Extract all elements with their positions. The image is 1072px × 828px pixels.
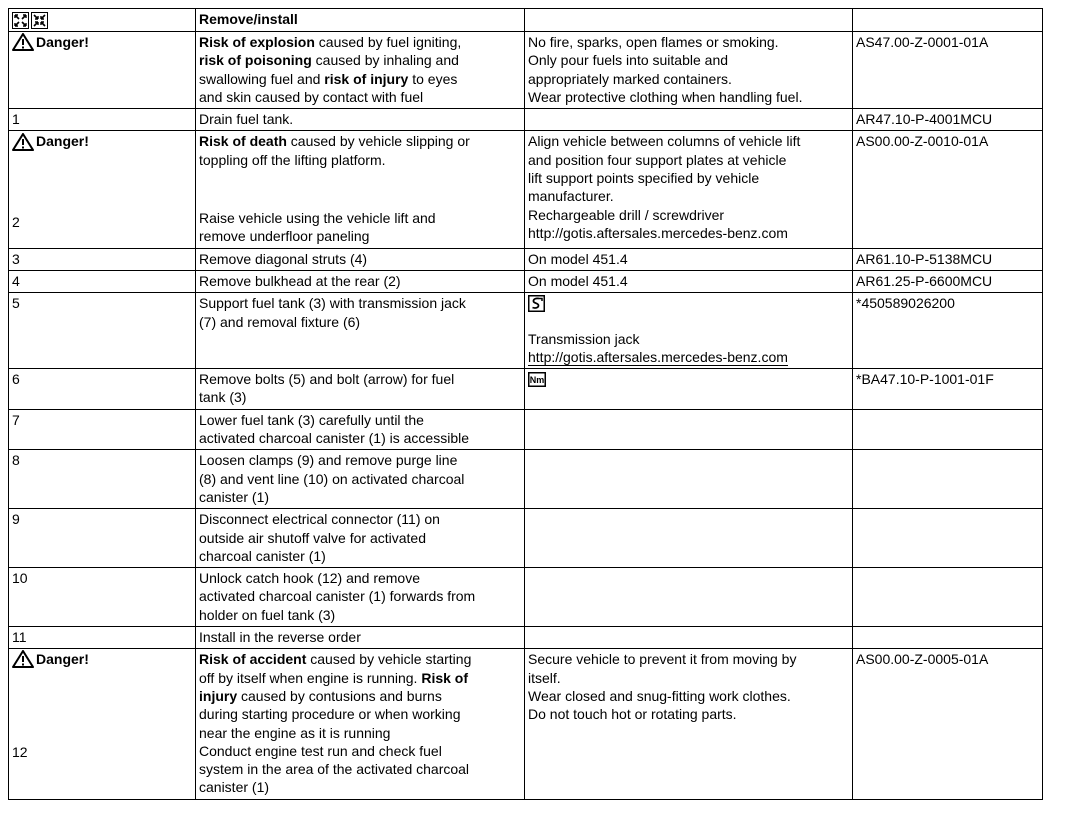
step-number: 11	[9, 627, 196, 649]
danger-risk-term: risk of injury	[324, 70, 409, 87]
step-number: 3	[9, 248, 196, 270]
torque-icon	[528, 372, 546, 387]
step-number: 5	[9, 293, 196, 369]
danger-badge	[12, 33, 89, 51]
danger-risk-term: risk of poisoning	[199, 52, 312, 69]
danger-text: and skin caused by contact with fuel	[199, 88, 424, 105]
procedure-table	[8, 8, 1043, 800]
danger-reference: AS00.00-Z-0010-01A	[853, 131, 1043, 248]
step-reference: AR61.25-P-6600MCU	[853, 270, 1043, 292]
danger-risk-term: Risk of explosion	[199, 34, 315, 50]
danger-text: caused by inhaling and	[311, 52, 459, 69]
table-header-row	[9, 9, 1043, 32]
step-row-10	[9, 568, 1043, 627]
step-text: Raise vehicle using the vehicle lift and	[199, 210, 436, 227]
tool-name: Transmission jack	[528, 330, 640, 347]
measure-line: Do not touch hot or rotating parts.	[528, 706, 737, 723]
tool-name: Rechargeable drill / screwdriver	[528, 206, 725, 223]
danger-row-explosion	[9, 32, 1043, 109]
step-number: 8	[9, 450, 196, 509]
step-text: Unlock catch hook (12) and remove	[199, 570, 420, 587]
step-reference: *BA47.10-P-1001-01F	[853, 369, 1043, 410]
step-text: system in the area of the activated charcoal	[199, 761, 470, 778]
measure-line: No fire, sparks, open flames or smoking.	[528, 34, 779, 50]
step-note: On model 451.4	[525, 270, 853, 292]
danger-reference: AS47.00-Z-0001-01A	[853, 32, 1043, 109]
step-row-7	[9, 409, 1043, 450]
special-tool-icon	[528, 295, 545, 312]
danger-label: Danger!	[36, 133, 89, 150]
danger-description	[196, 32, 525, 109]
remove-icon	[12, 12, 29, 29]
install-icon	[31, 12, 48, 29]
danger-text: caused by vehicle slipping or	[286, 133, 470, 150]
step-reference: *450589026200	[853, 293, 1043, 369]
danger-row-death	[9, 131, 1043, 248]
danger-text: caused by fuel igniting,	[314, 34, 462, 50]
step-number: 6	[9, 369, 196, 410]
danger-text: off by itself when engine is running.	[199, 669, 422, 686]
danger-text: caused by vehicle starting	[306, 651, 472, 668]
step-text: (8) and vent line (10) on activated charcoal	[199, 470, 465, 487]
step-text: charcoal canister (1)	[199, 547, 326, 564]
measure-line: Secure vehicle to prevent it from moving by	[528, 651, 797, 668]
measure-line: Wear protective clothing when handling fuel.	[528, 88, 803, 105]
step-number: 12	[12, 743, 28, 760]
tool-link[interactable]: http://gotis.aftersales.mercedes-benz.com	[528, 224, 788, 241]
step-row-11	[9, 627, 1043, 649]
tool-link[interactable]: http://gotis.aftersales.mercedes-benz.com	[528, 348, 788, 365]
step-row-6	[9, 369, 1043, 410]
header-empty-3	[525, 9, 853, 32]
danger-text: near the engine as it is running	[199, 724, 391, 741]
step-row-1	[9, 109, 1043, 131]
step-number: 10	[9, 568, 196, 627]
danger-row-accident	[9, 649, 1043, 799]
step-number: 7	[9, 409, 196, 450]
step-text: Remove bulkhead at the rear (2)	[196, 270, 525, 292]
step-text: canister (1)	[199, 779, 270, 796]
step-text: activated charcoal canister (1) is accessible	[199, 430, 470, 447]
step-row-8	[9, 450, 1043, 509]
danger-label: Danger!	[36, 651, 89, 668]
step-text: outside air shutoff valve for activated	[199, 529, 426, 546]
step-text: canister (1)	[199, 488, 270, 505]
danger-badge	[12, 650, 89, 668]
torque-icon-label: Nm	[529, 375, 545, 386]
step-number: 4	[9, 270, 196, 292]
warning-triangle-icon	[12, 133, 34, 151]
measure-line: and position four support plates at vehicle	[528, 151, 787, 168]
danger-label: Danger!	[36, 34, 89, 50]
step-text: remove underfloor paneling	[199, 228, 370, 245]
danger-risk-term: injury	[199, 687, 238, 704]
step-reference: AR61.10-P-5138MCU	[853, 248, 1043, 270]
step-text: Support fuel tank (3) with transmission jack	[199, 295, 466, 312]
step-text: Loosen clamps (9) and remove purge line	[199, 452, 458, 469]
measure-line: Wear closed and snug-fitting work clothes.	[528, 687, 791, 704]
measure-line: itself.	[528, 669, 561, 686]
danger-risk-term: Risk of death	[199, 133, 287, 150]
step-row-3	[9, 248, 1043, 270]
danger-text: swallowing fuel and	[199, 70, 325, 87]
step-row-9	[9, 509, 1043, 568]
danger-reference: AS00.00-Z-0005-01A	[853, 649, 1043, 799]
step-reference: AR47.10-P-4001MCU	[853, 109, 1043, 131]
warning-triangle-icon	[12, 33, 34, 51]
header-title: Remove/install	[196, 9, 525, 32]
step-text: tank (3)	[199, 389, 247, 406]
danger-badge	[12, 132, 89, 150]
step-note: On model 451.4	[525, 248, 853, 270]
step-text: Conduct engine test run and check fuel	[199, 742, 442, 759]
danger-risk-term: Risk of	[421, 669, 469, 686]
step-text: holder on fuel tank (3)	[199, 606, 336, 623]
step-number: 1	[9, 109, 196, 131]
measure-line: appropriately marked containers.	[528, 70, 732, 87]
danger-text: to eyes	[408, 70, 458, 87]
step-text: Drain fuel tank.	[196, 109, 525, 131]
danger-measures	[525, 32, 853, 109]
step-text: Disconnect electrical connector (11) on	[199, 511, 440, 528]
measure-line: manufacturer.	[528, 188, 614, 205]
step-number: 9	[9, 509, 196, 568]
warning-triangle-icon	[12, 650, 34, 668]
measure-line: lift support points specified by vehicle	[528, 170, 760, 187]
step-text: Remove bolts (5) and bolt (arrow) for fuel	[199, 371, 455, 388]
danger-text: during starting procedure or when working	[199, 706, 461, 723]
danger-risk-term: Risk of accident	[199, 651, 307, 668]
step-text: Remove diagonal struts (4)	[196, 248, 525, 270]
step-text: (7) and removal fixture (6)	[199, 313, 361, 330]
step-row-5	[9, 293, 1043, 369]
danger-text: toppling off the lifting platform.	[199, 151, 386, 168]
step-text: Install in the reverse order	[196, 627, 525, 649]
step-text: activated charcoal canister (1) forwards from	[199, 588, 476, 605]
step-text: Lower fuel tank (3) carefully until the	[199, 411, 424, 428]
step-row-4	[9, 270, 1043, 292]
header-empty-4	[853, 9, 1043, 32]
step-number: 2	[12, 213, 20, 230]
header-icons-cell	[9, 9, 196, 32]
measure-line: Only pour fuels into suitable and	[528, 52, 729, 69]
measure-line: Align vehicle between columns of vehicle lift	[528, 133, 801, 150]
danger-text: caused by contusions and burns	[237, 687, 442, 704]
